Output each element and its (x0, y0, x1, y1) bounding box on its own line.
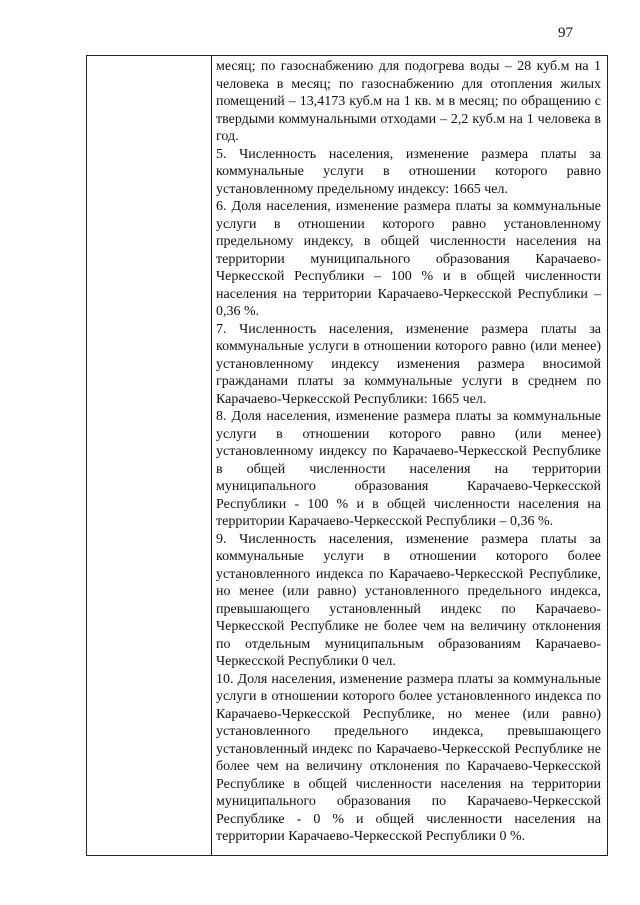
paragraph-item-9: 9. Численность населения, изменение размера платы за коммунальные услуги в отношении которого более установленного индекса по Карачаево-Черкесской Республике, но менее (или равно) установленного предельного индекса, превышающего установленный индекс по Карачаево-Черкесской Республике не более чем на величину отклонения по отдельным муниципальным образованиям Карачаево-Черкесской Республики 0 чел. (216, 531, 601, 669)
table-left-column (87, 56, 212, 855)
paragraph-item-8: 8. Доля населения, изменение размера платы за коммунальные услуги в отношении которого равно (или менее) установленному индексу по Карачаево-Черкесской Республике в общей численности населения на территории муниципального образования Карачаево-Черкесской Республики - 100 % и в общей численности населения на территории Карачаево-Черкесской Республики – 0,36 %. (216, 409, 601, 529)
page-number: 97 (558, 25, 573, 41)
paragraph-item-6: 6. Доля населения, изменение размера платы за коммунальные услуги в отношении которого равно установленному предельному индексу, в общей численности населения на территории муниципального образования Карачаево-Черкесской Республики – 100 % и в общей численности населения на территории Карачаево-Черкесской Республики – 0,36 %. (216, 199, 601, 319)
table-right-column (212, 56, 607, 855)
paragraph-item-5: 5. Численность населения, изменение размера платы за коммунальные услуги в отношении которого равно установленному предельному индексу: 1665 чел. (216, 146, 601, 197)
paragraph-item-10: 10. Доля населения, изменение размера платы за коммунальные услуги в отношении которого более установленного индекса по Карачаево-Черкесской Республике, но менее (или равно) установленного предельного индекса, превышающего установленный индекс по Карачаево-Черкесской Республике не более чем на величину отклонения по Карачаево-Черкесской Республике в общей численности населения на территории муниципального образования по Карачаево-Черкесской Республике - 0 % и общей численности населения на территории Карачаево-Черкесской Республики 0 %. (216, 671, 601, 844)
paragraph-item-7: 7. Численность населения, изменение размера платы за коммунальные услуги в отношении которого равно (или менее) установленному индексу изменения размера вносимой гражданами платы за коммунальные услуги в среднем по Карачаево-Черкесской Республики: 1665 чел. (216, 321, 601, 407)
paragraph-norms-continuation: месяц; по газоснабжению для подогрева воды – 28 куб.м на 1 человека в месяц; по газоснабжению для отопления жилых помещений – 13,4173 куб.м на 1 кв. м в месяц; по обращению с твердыми коммунальными отходами – 2,2 куб.м на 1 человека в год. (216, 59, 601, 144)
content-table (86, 55, 608, 856)
